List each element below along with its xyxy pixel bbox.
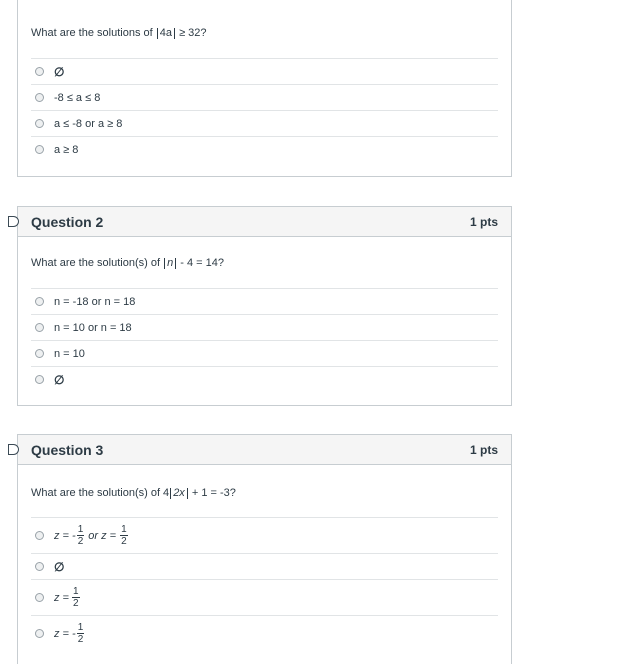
question-3-text: What are the solution(s) of 4 2x + 1 = -3? — [31, 487, 236, 499]
question-3-body — [18, 465, 511, 651]
radio-button[interactable] — [35, 562, 44, 571]
question-2-body — [18, 237, 511, 392]
question-title: Question 3 — [31, 441, 104, 458]
question-2-answers — [31, 288, 498, 392]
radio-button[interactable] — [35, 593, 44, 602]
fraction: $\frac{1}{2}$ — [77, 622, 84, 645]
answer-option[interactable]: a ≤ -8 or a ≥ 8 — [31, 110, 498, 136]
radio-button[interactable] — [35, 67, 44, 76]
question-3-card — [17, 434, 512, 664]
answer-option[interactable]: z = $\frac{1}{2}$ — [31, 579, 498, 615]
question-1-text: What are the solutions of 4a ≥ 32? — [31, 27, 207, 39]
answer-option[interactable]: n = -18 or n = 18 — [31, 288, 498, 314]
question-2-text: What are the solution(s) of n - 4 = 14? — [31, 257, 224, 269]
radio-button[interactable] — [35, 323, 44, 332]
radio-button[interactable] — [35, 297, 44, 306]
question-title: Question 2 — [31, 213, 104, 230]
flag-question-icon[interactable] — [8, 216, 19, 227]
answer-option[interactable]: -8 ≤ a ≤ 8 — [31, 84, 498, 110]
answer-option[interactable]: ∅ — [31, 553, 498, 579]
question-2-card — [17, 206, 512, 406]
radio-button[interactable] — [35, 145, 44, 154]
radio-button[interactable] — [35, 349, 44, 358]
question-points: 1 pts — [469, 442, 498, 457]
answer-option[interactable]: ∅ — [31, 58, 498, 84]
answer-option[interactable]: n = 10 or n = 18 — [31, 314, 498, 340]
radio-button[interactable] — [35, 93, 44, 102]
flag-question-icon[interactable] — [8, 444, 19, 455]
fraction: $\frac{1}{2}$ — [77, 524, 84, 547]
radio-button[interactable] — [35, 629, 44, 638]
question-1-card — [17, 0, 512, 177]
abs-expression: 2x — [170, 488, 188, 499]
question-points: 1 pts — [469, 214, 498, 229]
question-3-header — [18, 435, 511, 465]
abs-expression: 4a — [157, 28, 175, 39]
answer-option[interactable]: ∅ — [31, 366, 498, 392]
fraction: $\frac{1}{2}$ — [72, 586, 79, 609]
abs-expression: n — [164, 258, 176, 269]
answer-option[interactable]: z = - $\frac{1}{2}$ — [31, 615, 498, 651]
radio-button[interactable] — [35, 531, 44, 540]
question-3-answers — [31, 517, 498, 651]
question-1-answers — [31, 58, 498, 162]
answer-option[interactable]: n = 10 — [31, 340, 498, 366]
answer-option[interactable]: z = - $\frac{1}{2}$ or z = $\frac{1}{2}$ — [31, 517, 498, 553]
question-1-body — [18, 0, 511, 162]
question-2-header — [18, 207, 511, 237]
radio-button[interactable] — [35, 119, 44, 128]
radio-button[interactable] — [35, 375, 44, 384]
answer-option[interactable]: a ≥ 8 — [31, 136, 498, 162]
fraction: $\frac{1}{2}$ — [121, 524, 127, 547]
